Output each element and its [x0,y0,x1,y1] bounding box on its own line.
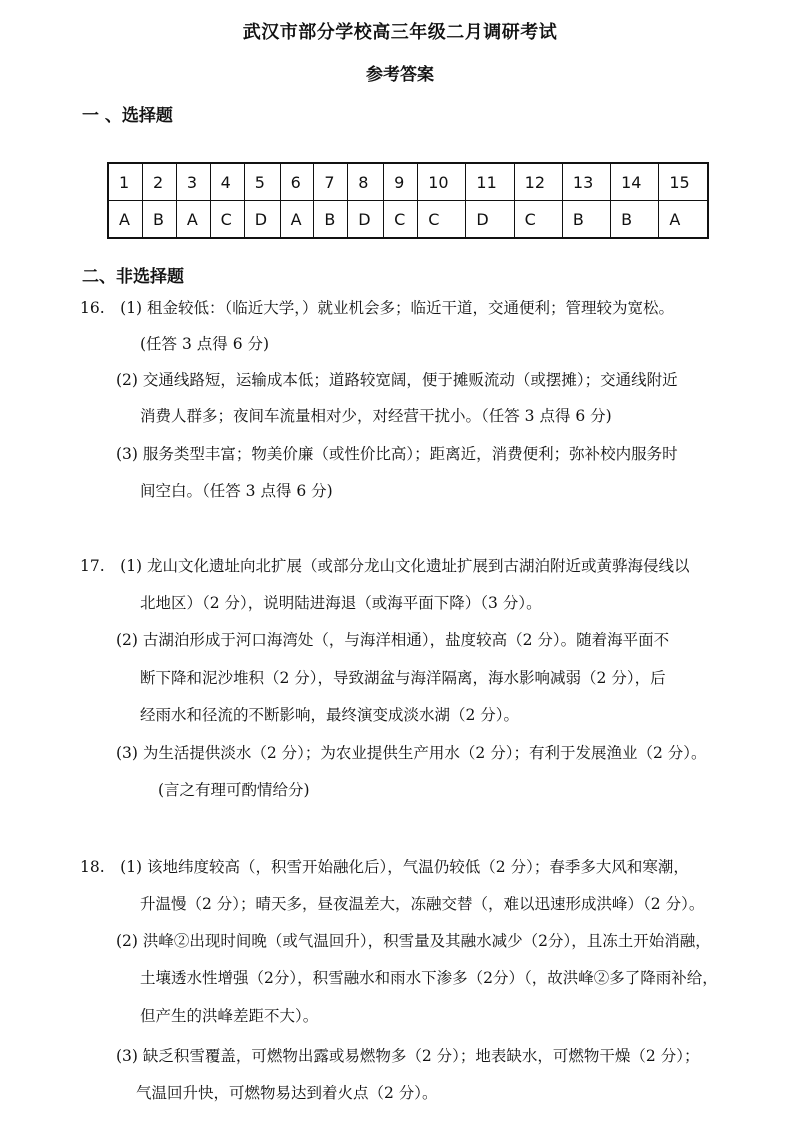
answer-line: 气温回升快，可燃物易达到着火点（2 分）。 [136,1084,438,1102]
answer-line: (3) 缺乏积雪覆盖，可燃物出露或易燃物多（2 分）；地表缺水，可燃物干燥（2 分）； [116,1047,700,1065]
question-number: 13 [562,163,610,201]
answer-line: (言之有理可酌情给分) [158,781,310,799]
answer-line: 北地区）（2 分），说明陆进海退（或海平面下降）（3 分）。 [140,594,542,612]
answer-table [107,162,709,239]
question-number: 12 [514,163,562,201]
answer-choice: C [514,201,562,239]
answer-choice: B [562,201,610,239]
answer-choice: D [348,201,384,239]
answer-line: 间空白。（任答 3 点得 6 分) [140,482,333,500]
answer-line: (3) 为生活提供淡水（2 分）；为农业提供生产用水（2 分）；有利于发展渔业（2 分）。 [116,744,707,762]
answer-line: 18. (1) 该地纬度较高（，积雪开始融化后），气温仍较低（2 分）；春季多大风和寒潮， [80,858,689,876]
question-number: 11 [466,163,514,201]
answer-line: 断下降和泥沙堆积（2 分），导致湖盆与海洋隔离，海水影响减弱（2 分），后 [140,669,666,687]
answer-choice: A [176,201,210,239]
answer-line: 升温慢（2 分）；晴天多，昼夜温差大，冻融交替（，难以迅速形成洪峰）（2 分）。 [140,895,705,913]
question-number: 4 [210,163,244,201]
answer-line: (3) 服务类型丰富；物美价廉（或性价比高）；距离近，消费便利；弥补校内服务时 [116,445,678,463]
question-number: 6 [280,163,314,201]
answer-line: (2) 洪峰②出现时间晚（或气温回升），积雪量及其融水减少（2分），且冻土开始消融， [116,932,711,950]
answer-choice: C [418,201,466,239]
answer-choice: A [280,201,314,239]
answer-line: 但产生的洪峰差距不大）。 [140,1007,319,1025]
answer-choice: D [244,201,280,239]
question-number: 10 [418,163,466,201]
answer-choice: C [210,201,244,239]
question-number: 2 [143,163,177,201]
question-number: 14 [611,163,659,201]
answer-line: 土壤透水性增强（2分），积雪融水和雨水下渗多（2分）（，故洪峰②多了降雨补给， [140,969,718,987]
question-number: 1 [108,163,143,201]
answer-line: (2) 交通线路短，运输成本低；道路较宽阔，便于摊贩流动（或摆摊）；交通线附近 [116,371,678,389]
section-heading-nonchoice: 二、非选择题 [82,267,184,287]
answer-line: (2) 古湖泊形成于河口海湾处（，与海洋相通），盐度较高（2 分）。随着海平面不 [116,631,670,649]
answer-choice: C [384,201,418,239]
answer-choice: B [611,201,659,239]
answer-choice: A [108,201,143,239]
answer-line: 消费人群多；夜间车流量相对少，对经营干扰小。（任答 3 点得 6 分) [140,407,612,425]
answer-choice: D [466,201,514,239]
question-number: 8 [348,163,384,201]
answer-line: 经雨水和径流的不断影响，最终演变成淡水湖（2 分）。 [140,706,520,724]
answer-line: 16. (1) 租金较低：（临近大学，）就业机会多；临近干道，交通便利；管理较为宽松。 [80,299,675,317]
answer-choice: A [659,201,708,239]
answer-table-choice-row [108,201,708,239]
question-number: 7 [314,163,348,201]
document-subtitle: 参考答案 [366,65,434,85]
answer-choice: B [314,201,348,239]
document-title: 武汉市部分学校高三年级二月调研考试 [242,22,558,43]
section-heading-choice: 一 、选择题 [82,106,173,126]
answer-line: 17. (1) 龙山文化遗址向北扩展（或部分龙山文化遗址扩展到古湖泊附近或黄骅海侵线以 [80,557,690,575]
answer-choice: B [143,201,177,239]
question-number: 15 [659,163,708,201]
question-number: 3 [176,163,210,201]
question-number: 9 [384,163,418,201]
answer-table-number-row [108,163,708,201]
answer-line: (任答 3 点得 6 分) [140,335,270,353]
question-number: 5 [244,163,280,201]
